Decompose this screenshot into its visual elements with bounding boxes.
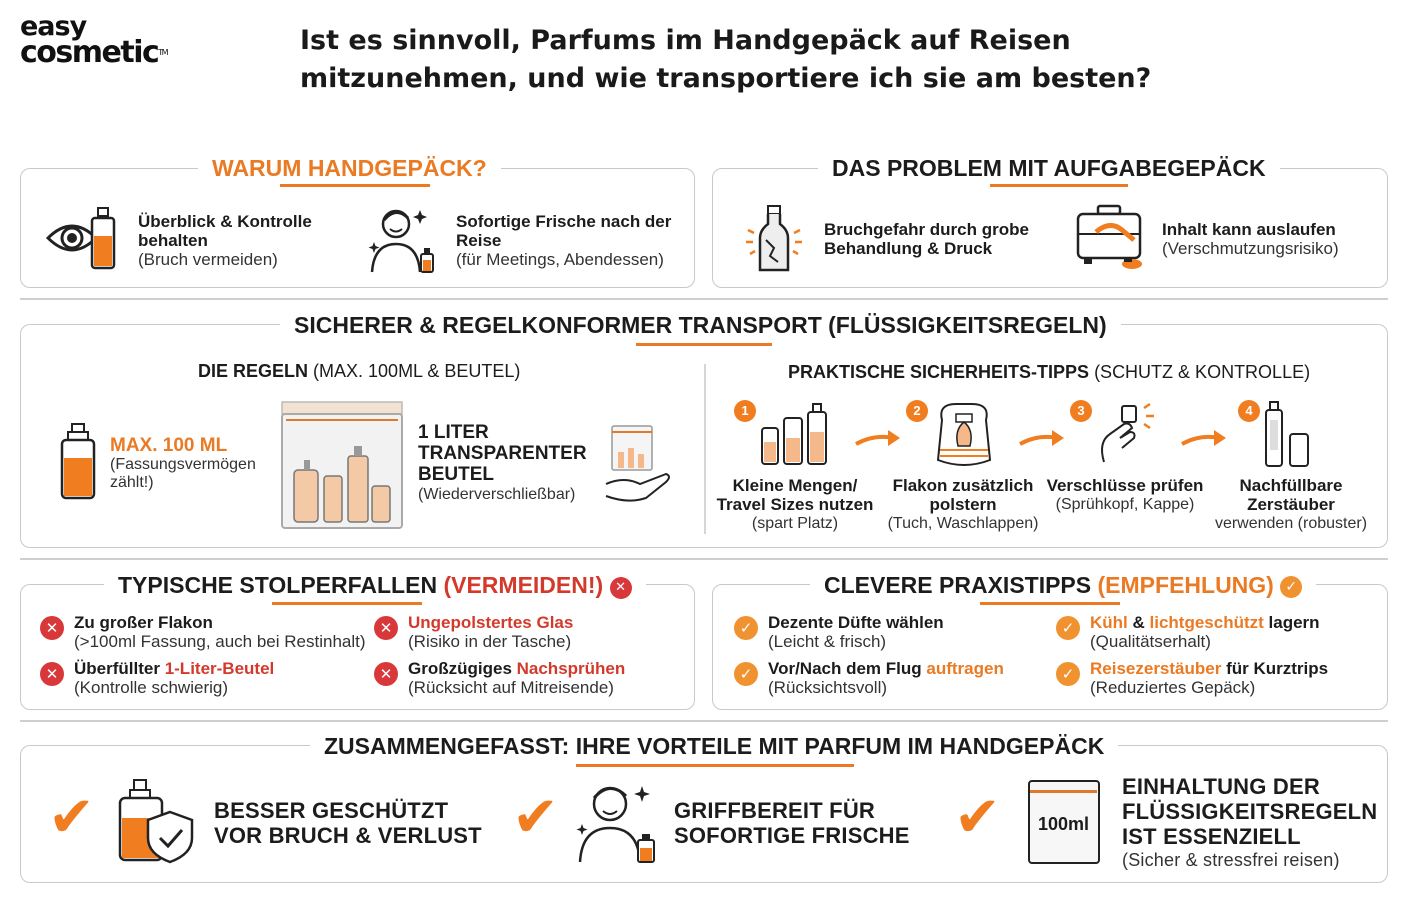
broken-bottle-icon [744,204,804,279]
tip-1 [768,613,1038,651]
close-icon: ✕ [374,662,398,686]
problem-item-2-title: Inhalt kann auslaufen [1162,220,1336,239]
why-item-1-title: Überblick & Kontrolle behalten [138,212,312,250]
travel-sizes-icon [756,402,836,471]
pitfall-3 [74,659,374,697]
arrow-icon [1018,428,1068,455]
page-title-line1: Ist es sinnvoll, Parfums im Handgepäck auf Reisen [300,25,1071,56]
step-4-badge: 4 [1238,400,1260,422]
tip-2-sub: (Qualitätserhalt) [1090,632,1211,651]
problem-title-underline [990,184,1128,187]
step-1 [712,476,878,533]
transport-divider [704,364,706,534]
tip-4-accent: Reisezerstäuber [1090,659,1222,678]
tips-heading [788,362,1310,382]
pitfall-4 [408,659,688,697]
check-icon: ✓ [734,662,758,686]
tip-3 [768,659,1048,697]
pitfall-2 [408,613,688,651]
pitfall-2-title: Ungepolstertes Glas [408,613,574,632]
padded-flask-icon [934,400,994,473]
fresh-person-icon [576,778,658,869]
tip-3-pre: Vor/Nach dem Flug [768,659,927,678]
check-icon: ✓ [1056,662,1080,686]
benefit-2 [674,798,934,848]
tip-2-mid: & [1127,613,1150,632]
step-1-badge: 1 [734,400,756,422]
tipsbox-title-main: CLEVERE PRAXISTIPPS [824,572,1092,598]
arrow-icon [854,428,904,455]
leaking-suitcase-icon [1074,204,1146,279]
pitfall-4-sub: (Rücksicht auf Mitreisende) [408,678,614,697]
tip-2 [1090,613,1380,651]
benefit-2-line1: GRIFFBEREIT FÜR [674,798,875,823]
tip-2-post: lagern [1263,613,1320,632]
pitfall-1-sub: (>100ml Fassung, auch bei Restinhalt) [74,632,366,651]
summary-title: ZUSAMMENGEFASST: IHRE VORTEILE MIT PARFUM IM HANDGEPÄCK [310,731,1118,761]
benefit-1-line2: VOR BRUCH & VERLUST [214,823,482,848]
tip-2-accent-2: lichtgeschützt [1149,613,1264,632]
pitfall-2-sub: (Risiko in der Tasche) [408,632,572,651]
rules-heading [198,362,520,381]
big-check-icon: ✔ [48,785,95,850]
close-icon: ✕ [610,577,632,599]
tipsbox-title-accent: (EMPFEHLUNG) [1097,572,1274,598]
check-icon: ✓ [1056,616,1080,640]
step-3-title: Verschlüsse prüfen [1046,476,1204,495]
step-4-title: Nachfüllbare Zerstäuber [1239,476,1343,514]
summary-title-underline [576,764,854,767]
problem-title: DAS PROBLEM MIT AUFGABEGEPÄCK [818,153,1280,183]
benefit-2-line2: SOFORTIGE FRISCHE [674,823,910,848]
close-icon: ✕ [40,662,64,686]
bag-rule-label: 1 LITER TRANSPARENTER BEUTEL [418,422,587,485]
step-2-badge: 2 [906,400,928,422]
shield-bottle-icon [116,778,196,869]
tips-heading-bold: PRAKTISCHE SICHERHEITS-TIPPS [788,362,1090,382]
refillable-atomizer-icon [1264,400,1314,473]
max-100ml-sub: (Fassungsvermögen zählt!) [110,456,256,491]
brand-line1: easy [20,11,87,42]
pitfalls-title-main: TYPISCHE STOLPERFALLEN [118,572,438,598]
why-item-2-sub: (für Meetings, Abendessen) [456,250,664,269]
tip-3-sub: (Rücksichtsvoll) [768,678,888,697]
pitfall-1-title: Zu großer Flakon [74,613,213,632]
problem-item-2 [1162,220,1382,258]
hand-bag-icon [604,424,674,513]
pitfall-4-pre: Großzügiges [408,659,517,678]
transport-title: SICHERER & REGELKONFORMER TRANSPORT (FLÜSSIGKEITSREGELN) [280,310,1121,340]
fresh-person-icon [368,204,440,279]
check-icon: ✓ [734,616,758,640]
eye-bottle-icon [44,204,120,277]
benefit-3-sub: (Sicher & stressfrei reisen) [1122,850,1340,870]
big-check-icon: ✔ [512,785,559,850]
rules-heading-rest: (MAX. 100ML & BEUTEL) [313,361,521,381]
big-check-icon: ✔ [954,785,1001,850]
transparent-bag-icon [280,400,404,535]
tip-4-post: für Kurztrips [1221,659,1329,678]
check-icon: ✓ [1280,576,1302,598]
page-title [300,22,1260,98]
pitfalls-title [104,570,646,601]
benefit-3-line1: EINHALTUNG DER [1122,774,1320,799]
step-2 [880,476,1046,533]
benefit-3 [1122,774,1382,871]
benefit-3-line2: FLÜSSIGKEITSREGELN [1122,799,1378,824]
tip-3-accent: auftragen [926,659,1004,678]
step-1-title: Kleine Mengen/ Travel Sizes nutzen [716,476,874,514]
benefit-1 [214,798,494,848]
step-3-badge: 3 [1070,400,1092,422]
step-3 [1046,476,1204,514]
bag-zip-line [1030,790,1097,793]
problem-item-2-sub: (Verschmutzungsrisiko) [1162,239,1339,258]
small-bottle-icon [58,420,98,507]
step-3-sub: (Sprühkopf, Kappe) [1055,496,1195,513]
brand-line2: cosmetic [20,35,159,70]
tip-4 [1090,659,1380,697]
page-title-line2: mitzunehmen, und wie transportiere ich sie am besten? [300,63,1152,94]
rules-heading-bold: DIE REGELN [198,361,309,381]
pitfall-4-accent: Nachsprühen [516,659,626,678]
pitfalls-title-accent: (VERMEIDEN!) [443,572,604,598]
bag-rule-sub: (Wiederverschließbar) [418,486,576,503]
why-title-underline [280,184,430,187]
pitfall-3-pre: Überfüllter [74,659,165,678]
pitfall-3-sub: (Kontrolle schwierig) [74,678,228,697]
why-title: WARUM HANDGEPÄCK? [198,153,501,183]
transport-title-underline [636,343,772,346]
problem-item-1: Bruchgefahr durch grobe Behandlung & Druck [824,220,1029,258]
max-100ml-label: MAX. 100 ML [110,435,228,456]
tip-1-sub: (Leicht & frisch) [768,632,887,651]
check-closure-icon [1094,402,1160,473]
divider-1 [20,298,1388,300]
tipsbox-title [810,570,1316,600]
brand-tm: TM [158,48,168,57]
tip-4-sub: (Reduziertes Gepäck) [1090,678,1256,697]
benefit-3-line3: IST ESSENZIELL [1122,824,1301,849]
step-4-sub: verwenden (robuster) [1214,515,1368,532]
max-100ml [110,436,280,492]
step-2-title: Flakon zusätzlich polstern [892,476,1034,514]
divider-2 [20,558,1388,560]
tip-1-title: Dezente Düfte wählen [768,613,944,632]
why-item-1-sub: (Bruch vermeiden) [138,250,278,269]
pitfall-3-accent: 1-Liter-Beutel [164,659,275,678]
step-2-sub: (Tuch, Waschlappen) [887,515,1039,532]
why-item-2 [456,212,686,269]
bag-100ml-label: 100ml [1037,814,1090,834]
arrow-icon [1180,428,1230,455]
brand-logo [20,11,190,70]
step-4 [1204,476,1378,533]
pitfalls-title-underline [272,602,422,605]
close-icon: ✕ [40,616,64,640]
why-item-2-title: Sofortige Frische nach der Reise [456,212,672,250]
close-icon: ✕ [374,616,398,640]
pitfall-1 [74,613,374,651]
why-item-1 [138,212,348,269]
tips-heading-rest: (SCHUTZ & KONTROLLE) [1094,362,1311,382]
divider-3 [20,720,1388,722]
bag-rule [418,422,598,505]
step-1-sub: (spart Platz) [751,515,839,532]
bag-100ml-icon [1028,780,1100,864]
benefit-1-line1: BESSER GESCHÜTZT [214,798,449,823]
tipsbox-title-underline [980,602,1120,605]
tip-2-accent-1: Kühl [1090,613,1128,632]
